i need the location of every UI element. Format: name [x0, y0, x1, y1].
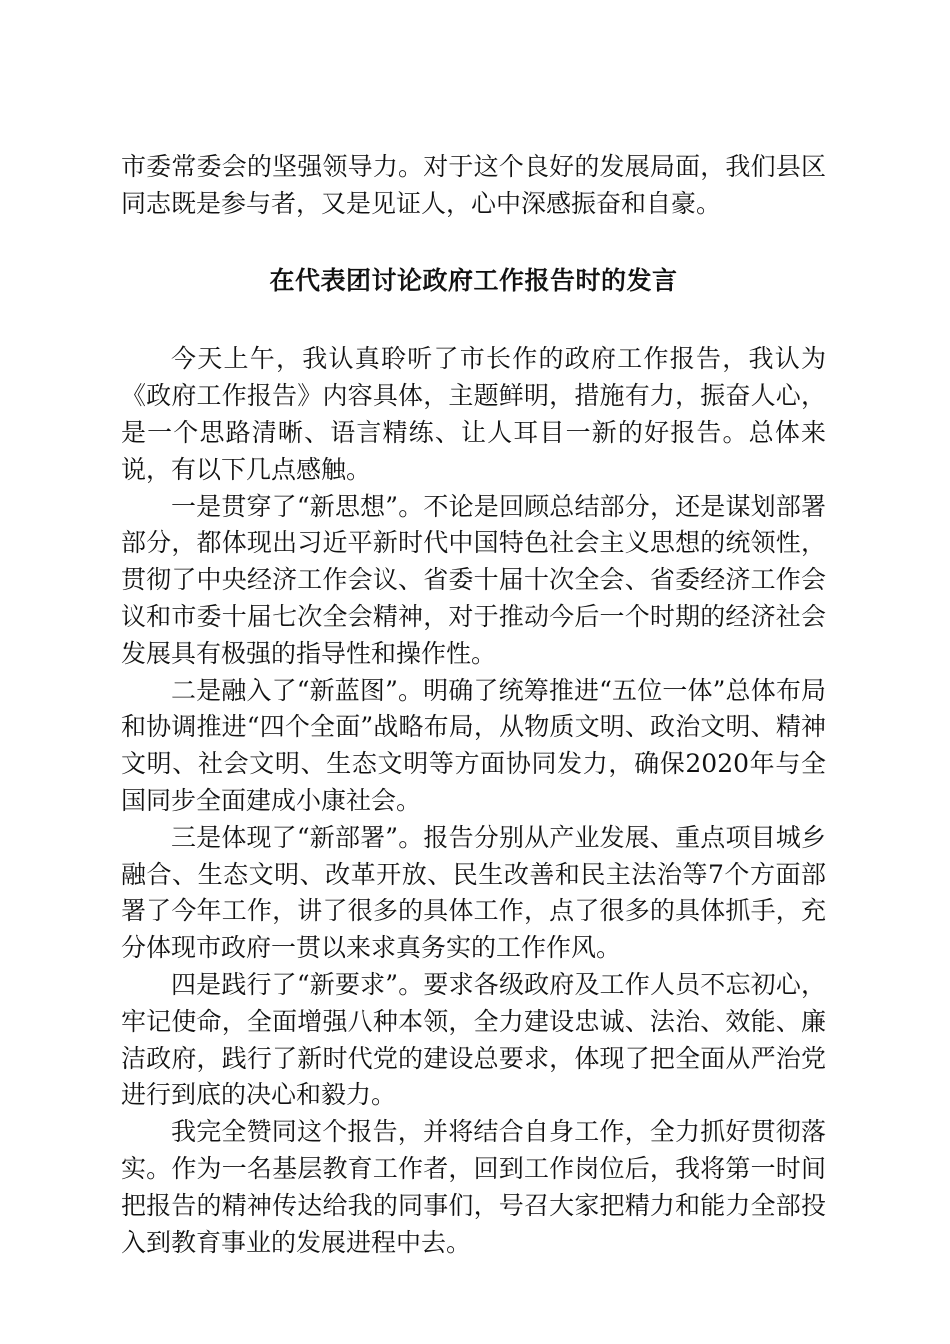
paragraph-new-blueprint: 二是融入了“新蓝图”。明确了统筹推进“五位一体”总体布局和协调推进“四个全面”战略布局，从物质文明、政治文明、精神文明、社会文明、生态文明等方面协同发力，确保2020年与全国同步全面建成小康社会。	[121, 675, 826, 815]
paragraph-intro: 今天上午，我认真聆听了市长作的政府工作报告，我认为《政府工作报告》内容具体，主题鲜明，措施有力，振奋人心，是一个思路清晰、语言精练、让人耳目一新的好报告。总体来说，有以下几点感触。	[121, 344, 826, 484]
document-title: 在代表团讨论政府工作报告时的发言	[269, 265, 678, 295]
paragraph-new-thought: 一是贯穿了“新思想”。不论是回顾总结部分，还是谋划部署部分，都体现出习近平新时代中国特色社会主义思想的统领性，贯彻了中央经济工作会议、省委十届十次全会、省委经济工作会议和市委十届七次全会精神，对于推动今后一个时期的经济社会发展具有极强的指导性和操作性。	[121, 491, 826, 668]
lead-paragraph: 市委常委会的坚强领导力。对于这个良好的发展局面，我们县区同志既是参与者，又是见证人，心中深感振奋和自豪。	[121, 152, 826, 218]
document-body	[121, 149, 826, 1261]
paragraph-new-requirement: 四是践行了“新要求”。要求各级政府及工作人员不忘初心，牢记使命，全面增强八种本领，全力建设忠诚、法治、效能、廉洁政府，践行了新时代党的建设总要求，体现了把全面从严治党进行到底的决心和毅力。	[121, 969, 826, 1110]
paragraph-conclusion: 我完全赞同这个报告，并将结合自身工作，全力抓好贯彻落实。作为一名基层教育工作者，回到工作岗位后，我将第一时间把报告的精神传达给我的同事们，号召大家把精力和能力全部投入到教育事业的发展进程中去。	[121, 1117, 826, 1257]
paragraph-new-deployment: 三是体现了“新部署”。报告分别从产业发展、重点项目城乡融合、生态文明、改革开放、民生改善和民主法治等7个方面部署了今年工作，讲了很多的具体工作，点了很多的具体抓手，充分体现市政府一贯以来求真务实的工作作风。	[121, 822, 826, 963]
